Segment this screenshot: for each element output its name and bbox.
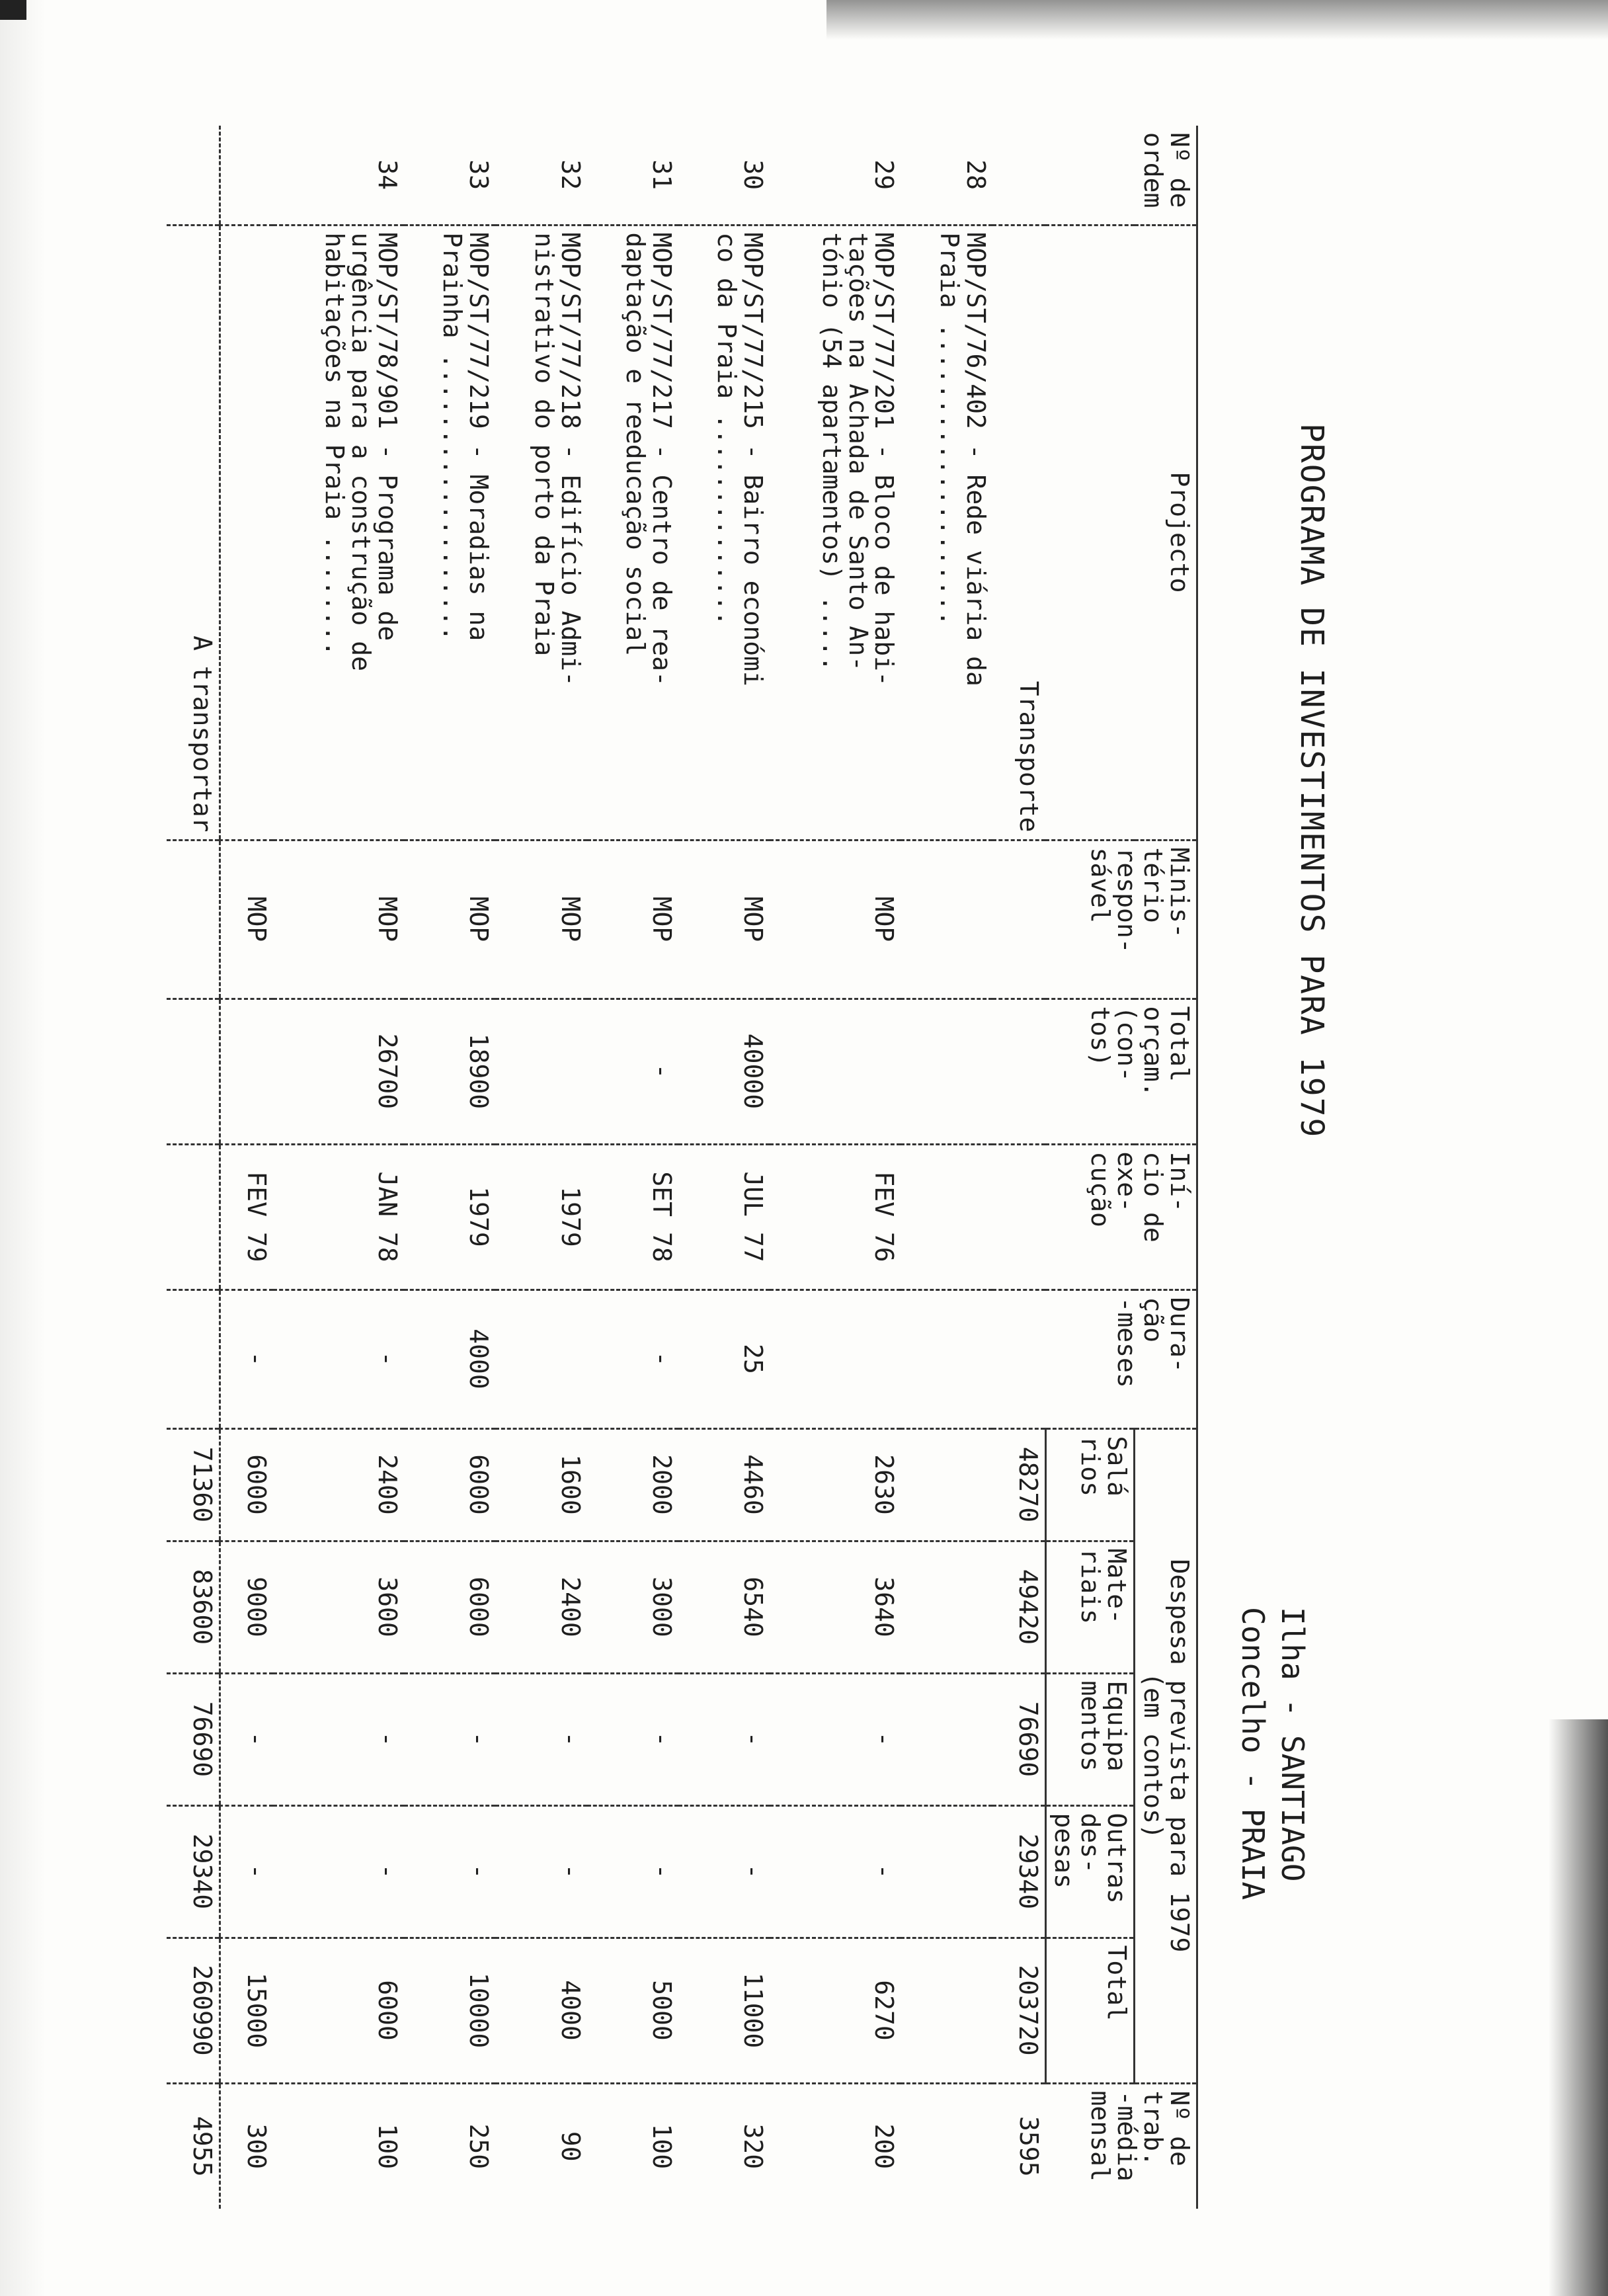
row-outras: - [587, 1805, 678, 1938]
transporte-outras: 29340 [992, 1805, 1045, 1938]
header-projecto: Projecto [1045, 225, 1197, 840]
row-total: 5000 [587, 1938, 678, 2083]
row-total-orcam [770, 999, 901, 1144]
row-total-orcam: 40000 [678, 999, 770, 1144]
footer-salarios: 71360 [167, 1428, 220, 1541]
row-projecto: MOP/ST/76/402 - Rede viária da Praia .................... [901, 225, 992, 840]
row-outras: - [678, 1805, 770, 1938]
header-trabalhadores: Nº de trab. -média mensal [1045, 2083, 1197, 2209]
row-inicio: FEV 76 [770, 1144, 901, 1290]
row-equipamentos: - [220, 1673, 272, 1805]
row-ministerio: MOP [770, 840, 901, 999]
table-row [901, 126, 992, 2209]
transporte-equipamentos: 76690 [992, 1673, 1045, 1805]
table-row [220, 126, 272, 2209]
row-inicio: FEV 79 [220, 1144, 272, 1290]
table-row [678, 126, 770, 2209]
concelho-label: Concelho - PRAIA [1235, 1607, 1271, 1901]
row-outras: - [220, 1805, 272, 1938]
footer-outras: 29340 [167, 1805, 220, 1938]
row-equipamentos: - [770, 1673, 901, 1805]
header-salarios: Salá rios [1045, 1428, 1135, 1541]
row-equipamentos: - [404, 1673, 495, 1805]
row-ordem: 31 [647, 159, 676, 190]
row-salarios: 6000 [404, 1428, 495, 1541]
footer-materiais: 83600 [167, 1541, 220, 1673]
row-total: 4000 [495, 1938, 586, 2083]
row-materiais: 9000 [220, 1541, 272, 1673]
row-total: 15000 [220, 1938, 272, 2083]
table-row [770, 126, 901, 2209]
row-trabalhadores: 200 [770, 2083, 901, 2209]
row-trabalhadores: 90 [495, 2083, 586, 2209]
row-duracao: 25 [678, 1290, 770, 1428]
row-salarios: 2630 [770, 1428, 901, 1541]
row-duracao: - [273, 1290, 404, 1428]
header-ordem: Nº de ordem [1045, 126, 1197, 225]
row-materiais: 6540 [678, 1541, 770, 1673]
header-total-orcam: Total orçam. (con- tos) [1045, 999, 1197, 1144]
transporte-materiais: 49420 [992, 1541, 1045, 1673]
row-ordem: 32 [555, 159, 585, 190]
row-salarios: 4460 [678, 1428, 770, 1541]
row-duracao [495, 1290, 586, 1428]
row-ministerio [901, 840, 992, 999]
row-ministerio: MOP [678, 840, 770, 999]
row-ordem: 29 [869, 159, 899, 190]
row-salarios: 2000 [587, 1428, 678, 1541]
header-total: Total [1045, 1938, 1135, 2083]
row-total-orcam: - [587, 999, 678, 1144]
row-ministerio: MOP [495, 840, 586, 999]
row-salarios: 2400 [273, 1428, 404, 1541]
row-duracao [770, 1290, 901, 1428]
row-equipamentos: - [273, 1673, 404, 1805]
row-outras: - [495, 1805, 586, 1938]
header-outras: Outras des- pesas [1045, 1805, 1135, 1938]
row-total-orcam [220, 999, 272, 1144]
row-ordem [220, 126, 272, 225]
row-trabalhadores: 100 [587, 2083, 678, 2209]
row-equipamentos: - [495, 1673, 586, 1805]
transporte-total: 203720 [992, 1938, 1045, 2083]
transporte-row [992, 126, 1045, 2209]
row-total: 6270 [770, 1938, 901, 2083]
row-projecto: MOP/ST/77/217 - Centro de rea- daptação e reeducação social [587, 225, 678, 840]
transporte-label: Transporte [992, 225, 1045, 840]
header-duracao: Dura- ção -meses [1045, 1290, 1197, 1428]
row-ministerio: MOP [587, 840, 678, 999]
row-duracao: - [587, 1290, 678, 1428]
row-equipamentos: - [678, 1673, 770, 1805]
row-trabalhadores: 250 [404, 2083, 495, 2209]
row-ministerio: MOP [220, 840, 272, 999]
row-materiais: 3640 [770, 1541, 901, 1673]
row-trabalhadores: 320 [678, 2083, 770, 2209]
row-total: 11000 [678, 1938, 770, 2083]
header-materiais: Mate- riais [1045, 1541, 1135, 1673]
row-trabalhadores: 300 [220, 2083, 272, 2209]
row-materiais: 3600 [273, 1541, 404, 1673]
table-row [495, 126, 586, 2209]
row-salarios: 6000 [220, 1428, 272, 1541]
row-equipamentos: - [587, 1673, 678, 1805]
row-salarios: 1600 [495, 1428, 586, 1541]
footer-trabalhadores: 4955 [167, 2083, 220, 2209]
row-projecto: MOP/ST/77/201 - Bloco de habi- tações na Achada de Santo An- tónio (54 apartamentos) ..... [770, 225, 901, 840]
row-outras [901, 1805, 992, 1938]
row-total-orcam [495, 999, 586, 1144]
row-inicio: SET 78 [587, 1144, 678, 1290]
row-duracao: - [220, 1290, 272, 1428]
row-outras: - [404, 1805, 495, 1938]
transporte-trabalhadores: 3595 [992, 2083, 1045, 2209]
header-despesa-group: Despesa prevista para 1979 (em contos) [1135, 1428, 1197, 2083]
row-ordem: 28 [961, 159, 990, 190]
row-outras: - [273, 1805, 404, 1938]
footer-equipamentos: 76690 [167, 1673, 220, 1805]
row-ministerio: MOP [404, 840, 495, 999]
row-inicio: 1979 [495, 1144, 586, 1290]
ilha-label: Ilha - SANTIAGO [1275, 1607, 1310, 1882]
row-total-orcam [901, 999, 992, 1144]
row-trabalhadores [901, 2083, 992, 2209]
row-ordem: 33 [464, 159, 494, 190]
row-salarios [901, 1428, 992, 1541]
row-equipamentos [901, 1673, 992, 1805]
header-equipamentos: Equipa mentos [1045, 1673, 1135, 1805]
row-trabalhadores: 100 [273, 2083, 404, 2209]
row-duracao [901, 1290, 992, 1428]
row-total [901, 1938, 992, 2083]
row-projecto: MOP/ST/77/218 - Edifício Admi- nistrativo do porto da Praia [495, 225, 586, 840]
footer-label: A transportar [167, 225, 220, 840]
row-total: 10000 [404, 1938, 495, 2083]
row-materiais: 3000 [587, 1541, 678, 1673]
row-duracao: 4000 [404, 1290, 495, 1428]
row-ministerio: MOP [273, 840, 404, 999]
row-materiais: 6000 [404, 1541, 495, 1673]
row-inicio [901, 1144, 992, 1290]
document-title: PROGRAMA DE INVESTIMENTOS PARA 1979 [1293, 423, 1330, 1139]
row-projecto [220, 225, 272, 840]
row-inicio: 1979 [404, 1144, 495, 1290]
row-total-orcam: 26700 [273, 999, 404, 1144]
row-projecto: MOP/ST/78/901 - Programa de urgência para a construção de habitações na Praia ........ [273, 225, 404, 840]
row-inicio: JUL 77 [678, 1144, 770, 1290]
investment-table [167, 126, 1198, 2209]
table-row [404, 126, 495, 2209]
row-materiais: 2400 [495, 1541, 586, 1673]
row-materiais [901, 1541, 992, 1673]
row-projecto: MOP/ST/77/219 - Moradias na Prainha ................... [404, 225, 495, 840]
row-ordem: 34 [373, 159, 403, 190]
row-total-orcam: 18900 [404, 999, 495, 1144]
row-inicio: JAN 78 [273, 1144, 404, 1290]
table-row [587, 126, 678, 2209]
row-projecto: MOP/ST/77/215 - Bairro económi co da Praia .............. [678, 225, 770, 840]
footer-total: 260990 [167, 1938, 220, 2083]
row-outras: - [770, 1805, 901, 1938]
table-row [273, 126, 404, 2209]
footer-row [167, 126, 220, 2209]
row-ordem: 30 [739, 159, 768, 190]
header-inicio: Iní- cio de exe- cução [1045, 1144, 1197, 1290]
table-header-row [1135, 126, 1197, 2209]
header-ministerio: Minis- tério respon- sável [1045, 840, 1197, 999]
transporte-salarios: 48270 [992, 1428, 1045, 1541]
row-total: 6000 [273, 1938, 404, 2083]
